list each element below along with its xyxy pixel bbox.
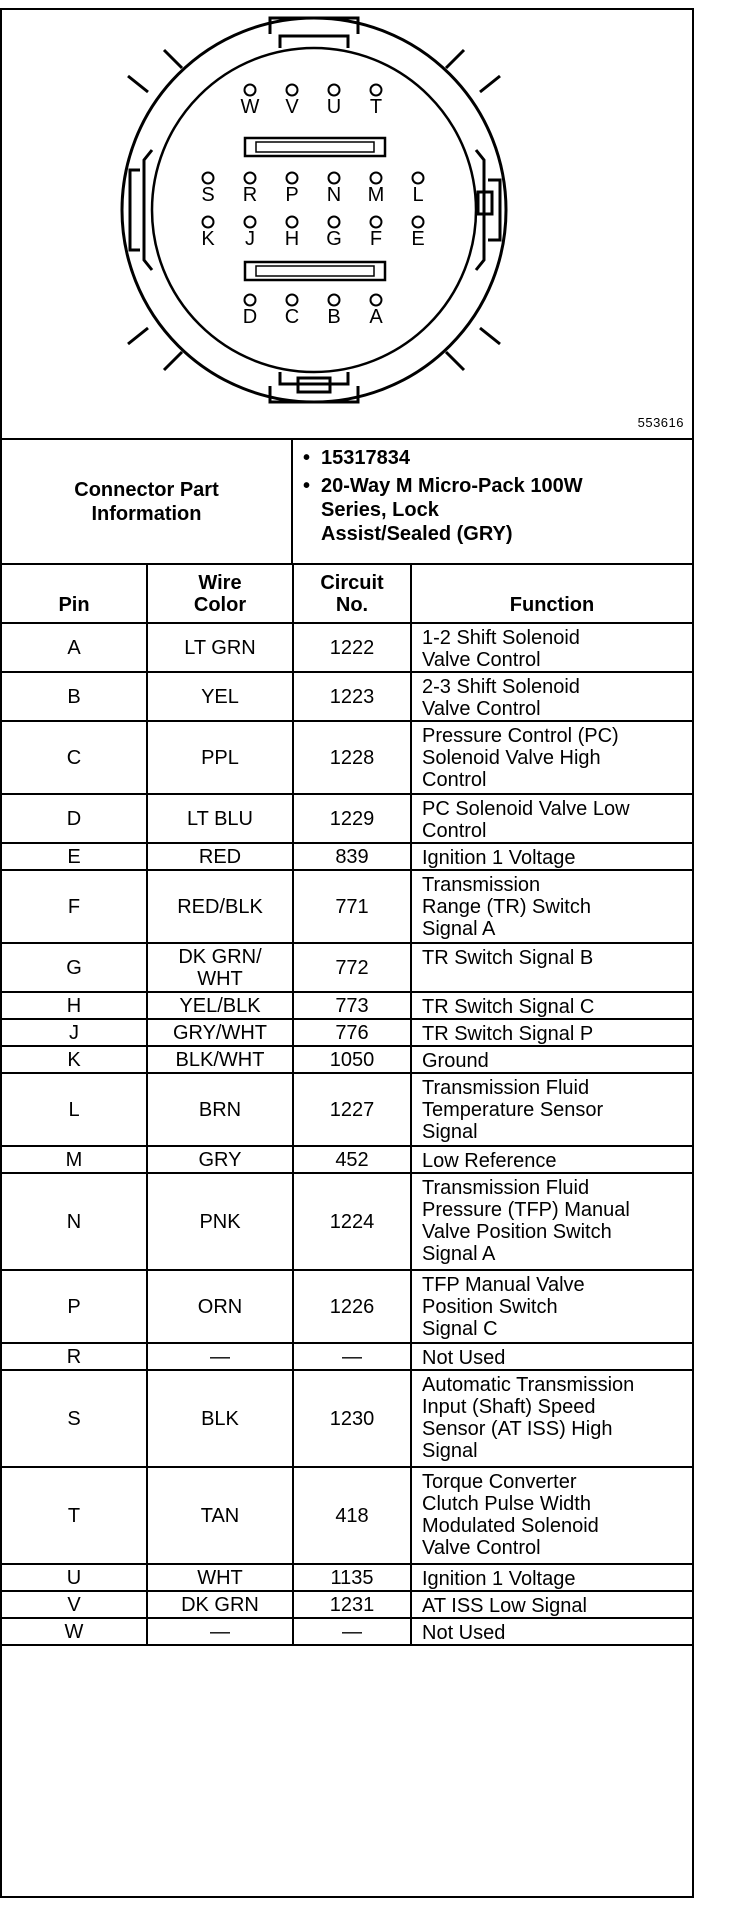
function-cell: Ignition 1 Voltage bbox=[411, 1564, 692, 1591]
pin-cell: N bbox=[2, 1173, 147, 1270]
table-row bbox=[2, 943, 692, 992]
table-row bbox=[2, 1173, 692, 1270]
table-row bbox=[2, 843, 692, 870]
pin-s-socket bbox=[203, 173, 214, 184]
table-row bbox=[2, 1019, 692, 1046]
pin-b-socket bbox=[329, 295, 340, 306]
table-header-row bbox=[2, 565, 692, 623]
pin-k-label: K bbox=[201, 228, 215, 250]
function-cell: TR Switch Signal P bbox=[411, 1019, 692, 1046]
pin-m-socket bbox=[371, 173, 382, 184]
header-pin: Pin bbox=[2, 565, 147, 623]
header-function: Function bbox=[411, 565, 692, 623]
connector-part-info-values bbox=[293, 440, 692, 563]
pin-e-label: E bbox=[411, 228, 425, 250]
wire-color-cell: BLK bbox=[147, 1370, 293, 1467]
pin-p-label: P bbox=[285, 184, 299, 206]
pin-k-socket bbox=[203, 217, 214, 228]
circuit-no-cell: 1227 bbox=[293, 1073, 411, 1146]
circuit-no-cell: 1135 bbox=[293, 1564, 411, 1591]
pinout-table bbox=[2, 565, 692, 1646]
table-row bbox=[2, 721, 692, 794]
circuit-no-cell: 1228 bbox=[293, 721, 411, 794]
pin-g-label: G bbox=[326, 228, 342, 250]
table-row bbox=[2, 1146, 692, 1173]
table-row bbox=[2, 992, 692, 1019]
pin-cell: D bbox=[2, 794, 147, 843]
pin-p-socket bbox=[287, 173, 298, 184]
wire-color-cell: TAN bbox=[147, 1467, 293, 1564]
wire-color-cell: LT GRN bbox=[147, 623, 293, 672]
pin-u-socket bbox=[329, 85, 340, 96]
bullet-icon: • bbox=[303, 447, 311, 469]
pin-cell: S bbox=[2, 1370, 147, 1467]
pin-s-label: S bbox=[201, 184, 215, 206]
function-cell: Torque Converter Clutch Pulse Width Modulated Solenoid Valve Control bbox=[411, 1467, 692, 1564]
connector-diagram-panel bbox=[2, 10, 692, 440]
header-circuit-no: Circuit No. bbox=[293, 565, 411, 623]
function-cell: Not Used bbox=[411, 1343, 692, 1370]
pin-cell: T bbox=[2, 1467, 147, 1564]
wire-color-cell: PPL bbox=[147, 721, 293, 794]
function-cell: 1-2 Shift Solenoid Valve Control bbox=[411, 623, 692, 672]
function-cell: Transmission Range (TR) Switch Signal A bbox=[411, 870, 692, 943]
function-cell: Ignition 1 Voltage bbox=[411, 843, 692, 870]
part-number-item bbox=[303, 446, 684, 470]
connector-description: 20-Way M Micro-Pack 100W Series, Lock Assist/Sealed (GRY) bbox=[321, 475, 583, 545]
pin-t-socket bbox=[371, 85, 382, 96]
function-cell: Transmission Fluid Pressure (TFP) Manual Valve Position Switch Signal A bbox=[411, 1173, 692, 1270]
circuit-no-cell: 1231 bbox=[293, 1591, 411, 1618]
wire-color-cell: RED bbox=[147, 843, 293, 870]
wire-color-cell: ORN bbox=[147, 1270, 293, 1343]
pin-cell: M bbox=[2, 1146, 147, 1173]
wire-color-cell: YEL/BLK bbox=[147, 992, 293, 1019]
pin-f-socket bbox=[371, 217, 382, 228]
circuit-no-cell: 452 bbox=[293, 1146, 411, 1173]
function-cell: 2-3 Shift Solenoid Valve Control bbox=[411, 672, 692, 721]
pin-c-label: C bbox=[284, 306, 300, 328]
connector-face-diagram bbox=[2, 10, 692, 440]
table-row bbox=[2, 1073, 692, 1146]
pin-cell: R bbox=[2, 1343, 147, 1370]
pin-cell: F bbox=[2, 870, 147, 943]
pin-cell: K bbox=[2, 1046, 147, 1073]
table-row bbox=[2, 1618, 692, 1645]
pin-j-socket bbox=[245, 217, 256, 228]
wire-color-cell: WHT bbox=[147, 1564, 293, 1591]
table-row bbox=[2, 672, 692, 721]
wire-color-cell: BLK/WHT bbox=[147, 1046, 293, 1073]
pin-w-label: W bbox=[240, 96, 260, 118]
circuit-no-cell: 776 bbox=[293, 1019, 411, 1046]
function-cell: Automatic Transmission Input (Shaft) Speed Sensor (AT ISS) High Signal bbox=[411, 1370, 692, 1467]
wire-color-cell: — bbox=[147, 1343, 293, 1370]
function-cell: PC Solenoid Valve Low Control bbox=[411, 794, 692, 843]
pin-cell: U bbox=[2, 1564, 147, 1591]
pin-v-socket bbox=[287, 85, 298, 96]
circuit-no-cell: — bbox=[293, 1343, 411, 1370]
pin-cell: E bbox=[2, 843, 147, 870]
pin-m-label: M bbox=[367, 184, 385, 206]
pin-grid bbox=[201, 85, 424, 329]
pin-l-label: L bbox=[412, 184, 424, 206]
figure-id: 553616 bbox=[637, 415, 684, 430]
pin-f-label: F bbox=[369, 228, 383, 250]
function-cell: Not Used bbox=[411, 1618, 692, 1645]
wire-color-cell: LT BLU bbox=[147, 794, 293, 843]
circuit-no-cell: 1050 bbox=[293, 1046, 411, 1073]
circuit-no-cell: 1230 bbox=[293, 1370, 411, 1467]
pin-cell: C bbox=[2, 721, 147, 794]
table-row bbox=[2, 794, 692, 843]
pin-j-label: J bbox=[245, 228, 255, 250]
pin-cell: W bbox=[2, 1618, 147, 1645]
pin-r-label: R bbox=[242, 184, 258, 206]
circuit-no-cell: 1223 bbox=[293, 672, 411, 721]
wire-color-cell: GRY bbox=[147, 1146, 293, 1173]
header-wire-color: Wire Color bbox=[147, 565, 293, 623]
pin-d-socket bbox=[245, 295, 256, 306]
table-row bbox=[2, 1467, 692, 1564]
function-cell: TR Switch Signal C bbox=[411, 992, 692, 1019]
circuit-no-cell: 771 bbox=[293, 870, 411, 943]
pin-n-socket bbox=[329, 173, 340, 184]
pin-n-label: N bbox=[326, 184, 342, 206]
pin-r-socket bbox=[245, 173, 256, 184]
function-cell: Ground bbox=[411, 1046, 692, 1073]
pinout-table-body bbox=[2, 623, 692, 1645]
pin-t-label: T bbox=[369, 96, 383, 118]
pin-v-label: V bbox=[285, 96, 299, 118]
pin-h-label: H bbox=[284, 228, 300, 250]
table-row bbox=[2, 1591, 692, 1618]
pin-a-socket bbox=[371, 295, 382, 306]
circuit-no-cell: — bbox=[293, 1618, 411, 1645]
wire-color-cell: — bbox=[147, 1618, 293, 1645]
table-row bbox=[2, 1046, 692, 1073]
connector-document bbox=[0, 8, 694, 1898]
pin-b-label: B bbox=[327, 306, 341, 328]
connector-part-info-label: Connector Part Information bbox=[2, 440, 293, 563]
circuit-no-cell: 772 bbox=[293, 943, 411, 992]
wire-color-cell: PNK bbox=[147, 1173, 293, 1270]
function-cell: AT ISS Low Signal bbox=[411, 1591, 692, 1618]
table-row bbox=[2, 623, 692, 672]
connector-housing bbox=[122, 18, 506, 402]
table-row bbox=[2, 1370, 692, 1467]
wire-color-cell: RED/BLK bbox=[147, 870, 293, 943]
part-number: 15317834 bbox=[321, 447, 410, 469]
table-row bbox=[2, 870, 692, 943]
pin-a-label: A bbox=[369, 306, 383, 328]
circuit-no-cell: 1229 bbox=[293, 794, 411, 843]
wire-color-cell: DK GRN bbox=[147, 1591, 293, 1618]
function-cell: TR Switch Signal B bbox=[411, 943, 692, 992]
pin-cell: P bbox=[2, 1270, 147, 1343]
circuit-no-cell: 839 bbox=[293, 843, 411, 870]
table-row bbox=[2, 1564, 692, 1591]
pin-u-label: U bbox=[326, 96, 342, 118]
wire-color-cell: GRY/WHT bbox=[147, 1019, 293, 1046]
circuit-no-cell: 773 bbox=[293, 992, 411, 1019]
circuit-no-cell: 1224 bbox=[293, 1173, 411, 1270]
connector-part-info bbox=[2, 440, 692, 565]
pin-w-socket bbox=[245, 85, 256, 96]
function-cell: TFP Manual Valve Position Switch Signal C bbox=[411, 1270, 692, 1343]
bullet-icon: • bbox=[303, 475, 311, 497]
pin-cell: B bbox=[2, 672, 147, 721]
pin-c-socket bbox=[287, 295, 298, 306]
pin-cell: L bbox=[2, 1073, 147, 1146]
pin-h-socket bbox=[287, 217, 298, 228]
pin-d-label: D bbox=[242, 306, 258, 328]
function-cell: Pressure Control (PC) Solenoid Valve High Control bbox=[411, 721, 692, 794]
pin-g-socket bbox=[329, 217, 340, 228]
wire-color-cell: YEL bbox=[147, 672, 293, 721]
table-row bbox=[2, 1270, 692, 1343]
circuit-no-cell: 418 bbox=[293, 1467, 411, 1564]
pin-cell: V bbox=[2, 1591, 147, 1618]
pin-e-socket bbox=[413, 217, 424, 228]
table-row bbox=[2, 1343, 692, 1370]
pin-cell: J bbox=[2, 1019, 147, 1046]
function-cell: Transmission Fluid Temperature Sensor Signal bbox=[411, 1073, 692, 1146]
wire-color-cell: DK GRN/ WHT bbox=[147, 943, 293, 992]
connector-description-item bbox=[303, 474, 684, 546]
pin-cell: A bbox=[2, 623, 147, 672]
pin-cell: G bbox=[2, 943, 147, 992]
wire-color-cell: BRN bbox=[147, 1073, 293, 1146]
circuit-no-cell: 1222 bbox=[293, 623, 411, 672]
circuit-no-cell: 1226 bbox=[293, 1270, 411, 1343]
pin-l-socket bbox=[413, 173, 424, 184]
pin-cell: H bbox=[2, 992, 147, 1019]
function-cell: Low Reference bbox=[411, 1146, 692, 1173]
